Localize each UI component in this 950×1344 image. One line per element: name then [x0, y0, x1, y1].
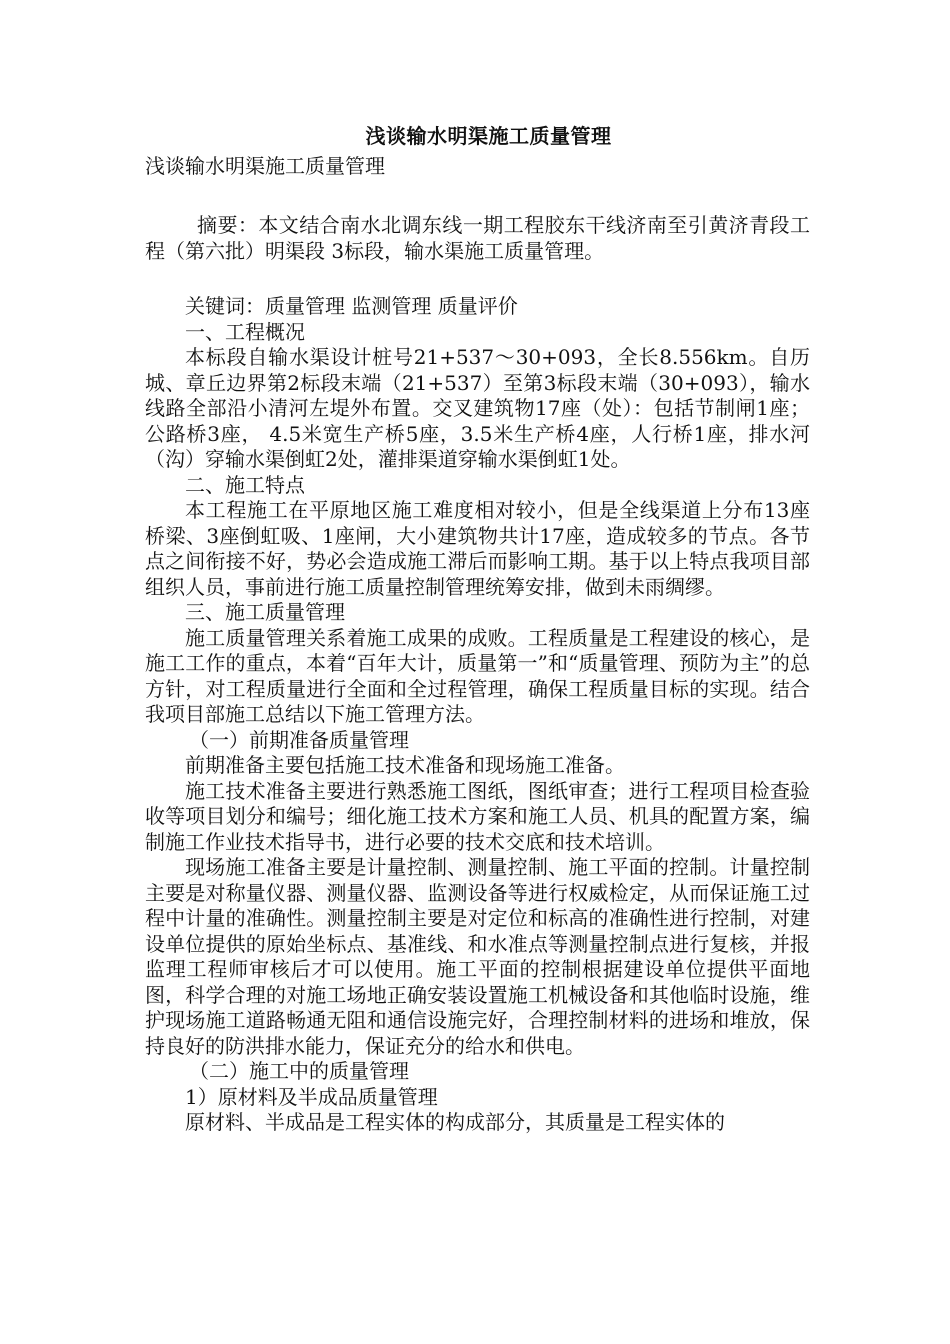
document-subtitle: 浅谈输水明渠施工质量管理: [145, 154, 385, 178]
preparation-paragraph-1: 前期准备主要包括施工技术准备和现场施工准备。: [185, 753, 625, 777]
item-heading-materials: 1）原材料及半成品质量管理: [185, 1084, 438, 1109]
subsection-heading-preparation: （一）前期准备质量管理: [189, 727, 409, 752]
subsection-heading-construction: （二）施工中的质量管理: [189, 1059, 409, 1083]
preparation-paragraph-2: 施工技术准备主要进行熟悉施工图纸，图纸审查；进行工程项目检查验收等项目划分和编号；细化施工技术方案和施工人员、机具的配置方案，编制施工作业技术指导书，进行必要的技术交底和技术培训。: [145, 778, 810, 854]
document-page: [145, 120, 810, 1136]
section-heading-features: 二、施工特点: [185, 472, 305, 497]
section-body-quality: 施工质量管理关系着施工成果的成败。工程质量是工程建设的核心，是施工工作的重点，本着“百年大计，质量第一”和“质量管理、预防为主”的总方针，对工程质量进行全面和全过程管理，确保工程质量目标的实现。结合我项目部施工总结以下施工管理方法。: [145, 625, 810, 726]
keywords-line: 关键词：质量管理 监测管理 质量评价: [185, 294, 518, 318]
section-body-overview: 本标段自输水渠设计桩号21+537～30+093，全长8.556km。自历城、章丘边界第2标段末端（21+537）至第3标段末端（30+093），输水线路全部沿小清河左堤外布置。交叉建筑物17座（处）：包括节制闸1座；公路桥3座， 4.5米宽生产桥5座，3.5米生产桥4座，人行桥1座，排水河（沟）穿输水渠倒虹2处，灌排渠道穿输水渠倒虹1处。: [145, 345, 810, 471]
document-title: 浅谈输水明渠施工质量管理: [365, 124, 612, 148]
abstract-paragraph: 摘要：本文结合南水北调东线一期工程胶东干线济南至引黄济青段工程（第六批）明渠段 3标段，输水渠施工质量管理。: [145, 213, 810, 263]
preparation-paragraph-3: 现场施工准备主要是计量控制、测量控制、施工平面的控制。计量控制主要是对称量仪器、测量仪器、监测设备等进行权威检定，从而保证施工过程中计量的准确性。测量控制主要是对定位和标高的准确性进行控制，对建设单位提供的原始坐标点、基准线、和水准点等测量控制点进行复核，并报监理工程师审核后才可以使用。施工平面的控制根据建设单位提供平面地图，科学合理的对施工场地正确安装设置施工机械设备和其他临时设施，维护现场施工道路畅通无阻和通信设施完好，合理控制材料的进场和堆放，保持良好的防洪排水能力，保证充分的给水和供电。: [145, 855, 810, 1058]
item-body-materials: 原材料、半成品是工程实体的构成部分，其质量是工程实体的: [185, 1110, 725, 1134]
section-heading-overview: 一、工程概况: [185, 319, 305, 344]
section-body-features: 本工程施工在平原地区施工难度相对较小，但是全线渠道上分布13座桥梁、3座倒虹吸、1座闸，大小建筑物共计17座，造成较多的节点。各节点之间衔接不好，势必会造成施工滞后而影响工期。基于以上特点我项目部组织人员，事前进行施工质量控制管理统筹安排，做到未雨绸缪。: [145, 498, 810, 599]
section-heading-quality: 三、施工质量管理: [185, 600, 345, 624]
